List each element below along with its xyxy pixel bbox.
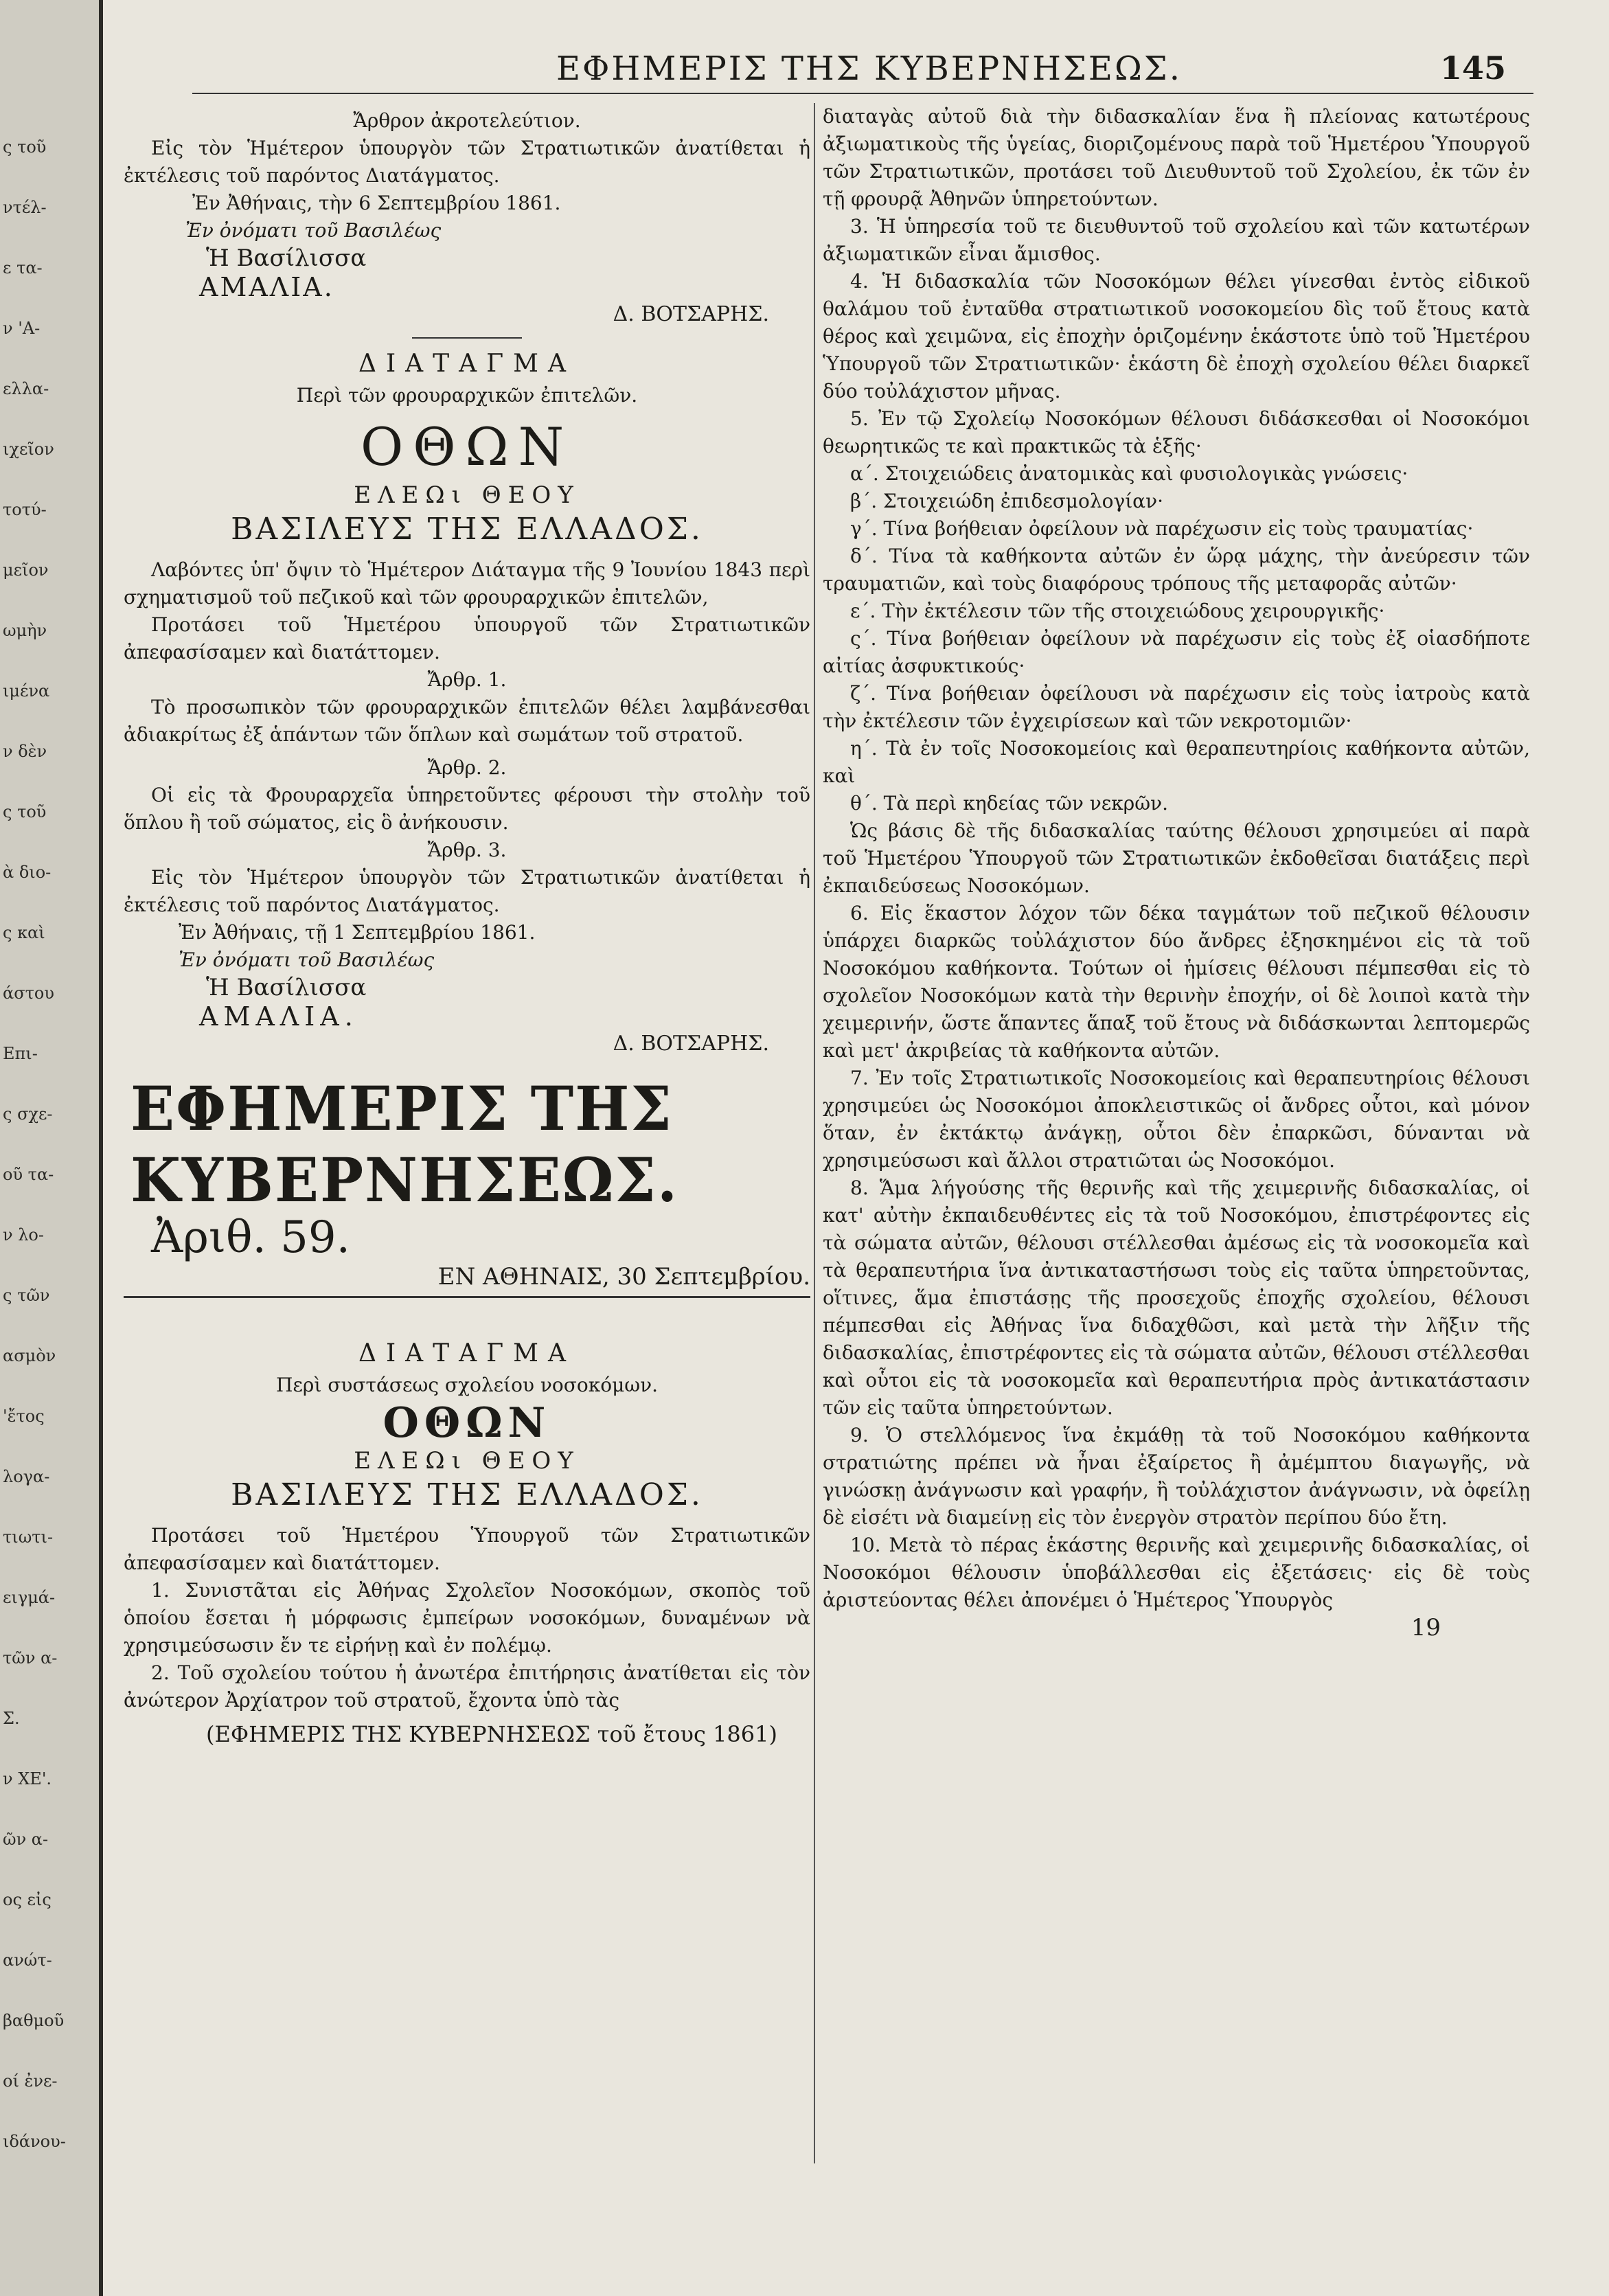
right-column [823, 103, 1530, 1641]
article-text: διαταγὰς αὐτοῦ διὰ τὴν διδασκαλίαν ἕνα ἢ πλείονας κατωτέρους ἀξιωματικοὺς τῆς ὑγείας, διοριζομένους παρὰ τοῦ Ἡμετέρου Ὑπουργοῦ τῶν Στρατιωτικῶν, προτάσει τοῦ Διευθυντοῦ τοῦ Σχολείου, ἐκ τῶν ἐν τῇ φρουρᾷ Ἀθηνῶν ὑπηρετούντων. [823, 105, 1530, 210]
article-text: 9. Ὁ στελλόμενος ἵνα ἐκμάθῃ τὰ τοῦ Νοσοκόμου καθήκοντα στρατιώτης πρέπει νὰ ἦναι ἐξαίρετος ἢ ἀμέμπτου διαγωγῆς, νὰ γινώσκῃ ἀνάγνωσιν καὶ γραφήν, ἢ τοὐλάχιστον ἀνάγνωσιν, νὰ ὀφείλῃ δὲ εἰσέτι νὰ διαμείνῃ εἰς τὸν ἐνεργὸν στρατὸν περίπου δύο ἔτη. [823, 1424, 1530, 1529]
article-heading: Ἄρθρον ἀκροτελεύτιον. [353, 109, 581, 132]
article-text: 3. Ἡ ὑπηρεσία τοῦ τε διευθυντοῦ τοῦ σχολείου καὶ τῶν κατωτέρων ἀξιωματικῶν εἶναι ἄμισθος. [823, 215, 1530, 265]
previous-page-fragment: ελλα- [3, 379, 49, 398]
article-text: 7. Ἐν τοῖς Στρατιωτικοῖς Νοσοκομείοις καὶ θεραπευτηρίοις θέλουσι χρησιμεύει ὡς Νοσοκόμοι ἀποκλειστικῶς οἱ ἄνδρες οὗτοι, καὶ μόνον ὅταν, ἐν ἐκτάκτῳ ἀνάγκῃ, οὗτοι δὲν ἐπαρκῶσι, δύνανται νὰ χρησιμεύσωσι καὶ ἄλλοι στρατιῶται ὡς Νοσοκόμοι. [823, 1067, 1530, 1172]
previous-page-fragment: λογα- [3, 1467, 50, 1486]
previous-page-fragment: ν 'Α- [3, 319, 41, 338]
previous-page-fragment: ν ΧΕ'. [3, 1769, 52, 1788]
previous-page-fragment: βαθμοῦ [3, 2011, 65, 2030]
curriculum-item: ε΄. Τὴν ἐκτέλεσιν τῶν τῆς στοιχειώδους χειρουργικῆς· [850, 600, 1385, 622]
previous-page-fragment: ε τα- [3, 258, 43, 277]
amalia-signature: ΑΜΑΛΙΑ. [199, 1001, 358, 1032]
by-grace-line: ΕΛΕΩι ΘΕΟΥ [354, 481, 580, 509]
decree-subtitle: Περὶ τῶν φρουραρχικῶν ἐπιτελῶν. [296, 384, 638, 407]
previous-page-fragment: ιχεῖον [3, 440, 54, 459]
preamble-paragraph: Λαβόντες ὑπ' ὄψιν τὸ Ἡμέτερον Διάταγμα τῆς 9 Ἰουνίου 1843 περὶ σχηματισμοῦ τοῦ πεζικοῦ καὶ τῶν φρουραρχικῶν ἐπιτελῶν, [124, 558, 810, 609]
previous-page-fragment: τιωτι- [3, 1527, 54, 1547]
previous-page-fragment: ασμὸν [3, 1346, 56, 1365]
previous-page-strip [0, 0, 103, 2296]
previous-page-fragment: ειγμά- [3, 1588, 56, 1607]
date-line: Ἐν Ἀθήναις, τὴν 6 Σεπτεμβρίου 1861. [192, 192, 561, 214]
article-heading: Ἄρθρ. 2. [427, 756, 507, 779]
king-title: ΒΑΣΙΛΕΥΣ ΤΗΣ ΕΛΛΑΔΟΣ. [231, 512, 703, 547]
sheet-number: 19 [1411, 1614, 1441, 1641]
previous-page-fragment: ντέλ- [3, 198, 47, 217]
preamble-paragraph: Προτάσει τοῦ Ἡμετέρου Ὑπουργοῦ τῶν Στρατιωτικῶν ἀπεφασίσαμεν καὶ διατάττομεν. [124, 1524, 810, 1574]
left-column [124, 103, 810, 1747]
masthead-dateline: ΕΝ ΑΘΗΝΑΙΣ, 30 Σεπτεμβρίου. [437, 1263, 810, 1291]
execution-clause: Εἰς τὸν Ἡμέτερον ὑπουργὸν τῶν Στρατιωτικῶν ἀνατίθεται ἡ ἐκτέλεσις τοῦ παρόντος Διατάγματος. [124, 137, 810, 187]
king-name: ΟΘΩΝ [360, 416, 574, 477]
curriculum-item: η΄. Τὰ ἐν τοῖς Νοσοκομείοις καὶ θεραπευτηρίοις καθήκοντα αὐτῶν, καὶ [823, 737, 1530, 787]
previous-page-fragment: οῦ τα- [3, 1165, 54, 1184]
article-heading: Ἄρθρ. 3. [427, 839, 507, 861]
previous-page-fragment: ς καὶ [3, 923, 45, 942]
in-name-line: Ἐν ὀνόματι τοῦ Βασιλέως [185, 219, 442, 242]
date-line: Ἐν Ἀθήναις, τῇ 1 Σεπτεμβρίου 1861. [179, 921, 536, 944]
curriculum-item: β΄. Στοιχειώδη ἐπιδεσμολογίαν· [850, 490, 1164, 512]
previous-page-fragment: ν λο- [3, 1225, 44, 1244]
previous-page-fragment: οί ἐνε- [3, 2071, 58, 2091]
previous-page-fragment: ιμένα [3, 681, 50, 701]
issue-footer: (ΕΦΗΜΕΡΙΣ ΤΗΣ ΚΥΒΕΡΝΗΣΕΩΣ τοῦ ἔτους 1861) [206, 1721, 777, 1747]
in-name-line: Ἐν ὀνόματι τοῦ Βασιλέως [179, 948, 435, 971]
decree-title: ΔΙΑΤΑΓΜΑ [358, 1339, 576, 1367]
article-text: Τὸ προσωπικὸν τῶν φρουραρχικῶν ἐπιτελῶν θέλει λαμβάνεσθαι ἀδιακρίτως ἐξ ἁπάντων τῶν ὅπλων καὶ σωμάτων τοῦ στρατοῦ. [124, 696, 810, 746]
article-text: 2. Τοῦ σχολείου τούτου ἡ ἀνωτέρα ἐπιτήρησις ἀνατίθεται εἰς τὸν ἀνώτερον Ἀρχίατρον τοῦ στρατοῦ, ἔχοντα ὑπὸ τὰς [124, 1661, 810, 1712]
previous-page-fragment: ωμὴν [3, 621, 47, 640]
minister-signature: Δ. ΒΟΤΣΑΡΗΣ. [613, 302, 769, 326]
article-text: 10. Μετὰ τὸ πέρας ἑκάστης θερινῆς καὶ χειμερινῆς διδασκαλίας, οἱ Νοσοκόμοι θέλουσιν ὑποβάλλεσθαι εἰς ἐξετάσεις· εἰς δὲ τοὺς ἀριστεύοντας θέλει ἀπονέμει ὁ Ἡμέτερος Ὑπουργὸς [823, 1534, 1530, 1611]
article-text: Οἱ εἰς τὰ Φρουραρχεῖα ὑπηρετοῦντες φέρουσι τὴν στολὴν τοῦ ὅπλου ἢ τοῦ σώματος, εἰς ὃ ἀνήκουσιν. [124, 784, 810, 834]
previous-page-fragment: ς τοῦ [3, 802, 47, 821]
by-grace-line: ΕΛΕΩι ΘΕΟΥ [354, 1447, 580, 1475]
amalia-signature: ΑΜΑΛΙΑ. [199, 272, 334, 302]
issue-number: Ἀριθ. 59. [151, 1212, 350, 1263]
article-text: 8. Ἅμα λήγούσης τῆς θερινῆς καὶ τῆς χειμερινῆς διδασκαλίας, οἱ κατ' αὐτὴν ἐκπαιδευθέντες εἰς τὰ τοῦ Νοσοκόμου, ἐπιστρέφοντες εἰς τὰ σώματα αὐτῶν, θέλουσι στέλλεσθαι ἀμέσως εἰς τὰ νοσοκομεῖα καὶ τὰ θεραπευτήρια ἵνα ἀντικαταστήσωσι τοὺς εἰς ταῦτα ὑπηρετοῦντας, οἵτινες, ἅμα ἐπιστάσῃς τῆς προσεχοῦς ἐποχῆς σχολείου, θέλουσι πέμπεσθαι εἰς Ἀθήνας ἵνα διδαχθῶσι, καὶ μετὰ τὴν λῆξιν τῆς διδασκαλίας, ἐπιστρέφοντες εἰς τὰ σώματα αὐτῶν, θέλουσι στέλλεσθαι καὶ οὗτοι εἰς τὰ νοσοκομεῖα καὶ θεραπευτήρια πρὸς ἀντικατάστασιν τῶν εἰς ταῦτα ὑπηρετούντων. [823, 1177, 1531, 1419]
previous-page-fragment: ς τῶν [3, 1286, 50, 1305]
newspaper-page [103, 0, 1609, 2296]
previous-page-fragment: ν δὲν [3, 742, 47, 761]
previous-page-fragment: Επι- [3, 1044, 38, 1063]
column-divider [814, 103, 815, 2163]
curriculum-item: γ΄. Τίνα βοήθειαν ὀφείλουν νὰ παρέχωσιν εἰς τοὺς τραυματίας· [850, 517, 1474, 540]
previous-page-fragment: μεῖον [3, 560, 49, 580]
preamble-paragraph: Προτάσει τοῦ Ἡμετέρου ὑπουργοῦ τῶν Στρατιωτικῶν ἀπεφασίσαμεν καὶ διατάττομεν. [124, 613, 810, 663]
decree-subtitle: Περὶ συστάσεως σχολείου νοσοκόμων. [275, 1374, 659, 1396]
previous-page-fragment: Σ. [3, 1709, 20, 1728]
curriculum-item: α΄. Στοιχειώδεις ἀνατομικὰς καὶ φυσιολογικὰς γνώσεις· [850, 462, 1408, 485]
previous-page-fragment: ος εἰς [3, 1890, 52, 1909]
article-text: Εἰς τὸν Ἡμέτερον ὑπουργὸν τῶν Στρατιωτικῶν ἀνατίθεται ἡ ἐκτέλεσις τοῦ παρόντος Διατάγματος. [124, 866, 810, 916]
queen-line: Ἡ Βασίλισσα [206, 245, 367, 272]
king-name: ΟΘΩΝ [383, 1399, 551, 1447]
previous-page-fragment: ς τοῦ [3, 137, 47, 157]
queen-line: Ἡ Βασίλισσα [206, 974, 367, 1001]
previous-page-fragment: ς σχε- [3, 1104, 53, 1124]
previous-page-fragment: ιδάνου- [3, 2132, 66, 2151]
header-rule [192, 93, 1533, 94]
curriculum-item: ζ΄. Τίνα βοήθειαν ὀφείλουσι νὰ παρέχωσιν εἰς τοὺς ἰατροὺς κατὰ τὴν ἐκτέλεσιν τῶν ἐγχειρίσεων καὶ τῶν νεκροτομιῶν· [823, 682, 1530, 732]
article-text: 5. Ἐν τῷ Σχολείῳ Νοσοκόμων θέλουσι διδάσκεσθαι οἱ Νοσοκόμοι θεωρητικῶς τε καὶ πρακτικῶς τὰ ἑξῆς· [823, 407, 1530, 457]
page-number: 145 [1439, 49, 1506, 87]
article-text: 1. Συνιστᾶται εἰς Ἀθήνας Σχολεῖον Νοσοκόμων, σκοπὸς τοῦ ὁποίου ἔσεται ἡ μόρφωσις ἐμπείρων νοσοκόμων, δυναμένων νὰ χρησιμεύσωσιν ἔν τε εἰρήνῃ καὶ ἐν πολέμῳ. [124, 1579, 810, 1657]
running-header-title: ΕΦΗΜΕΡΙΣ ΤΗΣ ΚΥΒΕΡΝΗΣΕΩΣ. [556, 49, 1182, 88]
previous-page-fragment: τοτύ- [3, 500, 47, 519]
curriculum-item: δ΄. Τίνα τὰ καθήκοντα αὐτῶν ἐν ὥρᾳ μάχης, τὴν ἀνεύρεσιν τῶν τραυματιῶν, καὶ τοὺς διαφόρους τρόπους τῆς μεταφορᾶς αὐτῶν· [823, 545, 1530, 595]
article-text: 6. Εἰς ἕκαστον λόχον τῶν δέκα ταγμάτων τοῦ πεζικοῦ θέλουσιν ὑπάρχει διαρκῶς τοὐλάχιστον δύο ἄνδρες ἐξησκημένοι εἰς τὰ τοῦ Νοσοκόμου καθήκοντα. Τούτων οἱ ἡμίσεις θέλουσι πέμπεσθαι εἰς τὸ σχολεῖον Νοσοκόμων κατὰ τὴν θερινὴν ἐποχήν, οἱ δὲ λοιποὶ κατὰ τὴν χειμερινήν, ὥστε ἅπαντες ἅπαξ τοῦ ἔτους νὰ διδάσκωνται λεπτομερῶς καὶ μετ' ἀκριβείας τὰ καθήκοντα αὐτῶν. [823, 902, 1530, 1062]
previous-page-fragment: άστου [3, 984, 54, 1003]
article-heading: Ἄρθρ. 1. [427, 668, 507, 691]
minister-signature: Δ. ΒΟΤΣΑΡΗΣ. [613, 1032, 769, 1056]
curriculum-item: ς΄. Τίνα βοήθειαν ὀφείλουν νὰ παρέχωσιν εἰς τοὺς ἐξ οἱασδήποτε αἰτίας ἀσφυκτικούς· [823, 627, 1530, 677]
previous-page-fragment: ανώτ- [3, 1951, 52, 1970]
article-text: Ὡς βάσις δὲ τῆς διδασκαλίας ταύτης θέλουσι χρησιμεύει αἱ παρὰ τοῦ Ἡμετέρου Ὑπουργοῦ τῶν Στρατιωτικῶν ἐκδοθεῖσαι διατάξεις περὶ ἐκπαιδεύσεως Νοσοκόμων. [823, 819, 1530, 897]
previous-page-fragment: ῶν α- [3, 1830, 49, 1849]
masthead-title: ΕΦΗΜΕΡΙΣ ΤΗΣ ΚΥΒΕΡΝΗΣΕΩΣ. [130, 1073, 679, 1216]
previous-page-fragment: τῶν α- [3, 1648, 58, 1668]
separator-rule [412, 337, 522, 339]
article-text: 4. Ἡ διδασκαλία τῶν Νοσοκόμων θέλει γίνεσθαι ἐντὸς εἰδικοῦ θαλάμου τοῦ ἐνταῦθα στρατιωτικοῦ νοσοκομείου δὶς τοῦ ἔτους κατὰ θέρος καὶ χειμῶνα, εἰς ἐποχὴν ὁριζομένην ἑκάστοτε ὑπὸ τοῦ Ἡμετέρου Ὑπουργοῦ τῶν Στρατιωτικῶν· ἑκάστη δὲ ἐποχὴ σχολείου θέλει διαρκεῖ δύο τοὐλάχιστον μῆνας. [823, 270, 1530, 402]
previous-page-fragment: 'ἔτος [3, 1407, 45, 1426]
curriculum-item: θ΄. Τὰ περὶ κηδείας τῶν νεκρῶν. [850, 792, 1168, 815]
masthead-rule [124, 1296, 810, 1298]
decree-title: ΔΙΑΤΑΓΜΑ [358, 350, 576, 378]
curriculum-list [823, 460, 1530, 817]
previous-page-fragment: ὰ διο- [3, 863, 52, 882]
king-title: ΒΑΣΙΛΕΥΣ ΤΗΣ ΕΛΛΑΔΟΣ. [231, 1477, 703, 1512]
